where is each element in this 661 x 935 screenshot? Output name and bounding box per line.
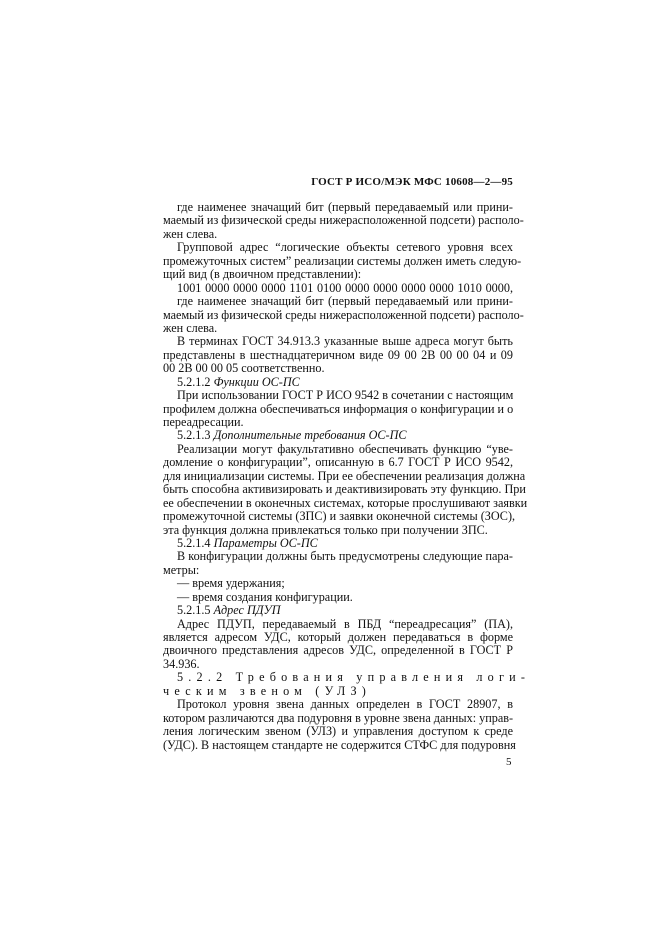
text-line bbox=[163, 564, 513, 577]
line-text: эта функция должна привлекаться только при получении ЗПС. bbox=[163, 522, 488, 537]
text-line bbox=[163, 644, 513, 657]
text-line bbox=[163, 495, 528, 510]
text-line bbox=[163, 524, 513, 537]
text-line bbox=[163, 349, 513, 362]
text-line bbox=[163, 282, 513, 295]
text-line bbox=[163, 389, 513, 402]
line-text: 00 2В 00 00 05 соответственно. bbox=[163, 361, 325, 376]
text-line bbox=[163, 228, 513, 241]
line-text: 5.2.1.2 bbox=[177, 374, 214, 389]
line-text: быть способна активизировать и деактивизировать эту функцию. При bbox=[163, 482, 526, 497]
text-line bbox=[163, 213, 524, 228]
section-heading bbox=[163, 376, 513, 389]
line-text: Адрес ПДУП, передаваемый в ПБД “переадресация” (ПА), bbox=[177, 616, 513, 631]
line-text: является адресом УДС, который должен передаваться в форме bbox=[163, 630, 513, 644]
line-text: Протокол уровня звена данных определен в ГОСТ 28907, в bbox=[177, 697, 513, 712]
text-line bbox=[163, 712, 513, 725]
section-heading bbox=[163, 604, 513, 617]
line-text: ее обеспечении в оконечных системах, которые прослушивают заявки bbox=[163, 495, 528, 510]
text-line bbox=[163, 737, 516, 752]
line-text: жен слева. bbox=[163, 226, 218, 241]
text-line bbox=[163, 362, 513, 375]
line-text: В терминах ГОСТ 34.913.3 указанные выше адреса могут быть bbox=[177, 334, 513, 349]
text-line bbox=[163, 658, 513, 671]
text-line bbox=[163, 631, 513, 644]
line-text: При использовании ГОСТ Р ИСО 9542 в сочетании с настоящим bbox=[177, 388, 514, 403]
line-text: представлены в шестнадцатеричном виде 09 00 2В 00 00 04 и 09 bbox=[163, 347, 513, 362]
text-line bbox=[163, 618, 513, 631]
text-line bbox=[163, 295, 513, 308]
line-text: 1001 0000 0000 0000 1101 0100 0000 0000 0000 0000 1010 0000, bbox=[177, 280, 513, 295]
line-text: промежуточной системы (ЗПС) и заявки оконечной системы (ЗОС), bbox=[163, 509, 516, 524]
text-line bbox=[163, 307, 524, 322]
line-text: — время удержания; bbox=[177, 576, 285, 591]
line-text: жен слева. bbox=[163, 320, 218, 335]
line-text: ления логическим звеном (УЛЗ) и управления доступом к среде bbox=[163, 724, 513, 739]
text-line bbox=[163, 322, 513, 335]
line-text: домление о конфигурации”, описанную в 6.7 ГОСТ Р ИСО 9542, bbox=[163, 455, 513, 470]
line-text: Групповой адрес “логические объекты сетевого уровня всех bbox=[177, 240, 513, 255]
line-text: переадресации. bbox=[163, 415, 244, 429]
text-line bbox=[163, 443, 513, 456]
line-text: В конфигурации должны быть предусмотрены следующие пара- bbox=[177, 549, 513, 564]
section-heading bbox=[163, 429, 513, 442]
text-line bbox=[163, 725, 513, 738]
text-line bbox=[163, 403, 513, 416]
text-line bbox=[163, 456, 513, 469]
line-text: 5.2.2 Требования управления логи- bbox=[177, 670, 531, 685]
page-number: 5 bbox=[506, 756, 512, 768]
text-line bbox=[163, 253, 522, 268]
text-line bbox=[163, 335, 513, 348]
text-line bbox=[163, 577, 513, 590]
text-line bbox=[163, 468, 526, 483]
section-title: Функции ОС-ПС bbox=[213, 374, 300, 389]
line-text: промежуточных систем” реализации системы должен иметь следую- bbox=[163, 253, 522, 268]
text-line bbox=[163, 268, 513, 281]
section-title: Адрес ПДУП bbox=[213, 603, 281, 618]
text-line bbox=[163, 698, 513, 711]
text-line bbox=[163, 670, 531, 685]
line-text: Реализации могут факультативно обеспечивать функцию “уве- bbox=[177, 441, 513, 456]
text-line bbox=[163, 591, 513, 604]
text-line bbox=[163, 482, 526, 497]
document-header: ГОСТ Р ИСО/МЭК МФС 10608—2—95 bbox=[311, 176, 513, 188]
line-text: маемый из физической среды нижерасположенной подсети) располо- bbox=[163, 213, 524, 228]
line-text: двоичного представления адресов УДС, определенной в ГОСТ Р bbox=[163, 643, 513, 658]
line-text: для инициализации системы. При ее обеспечении реализация должна bbox=[163, 468, 526, 483]
text-line bbox=[163, 550, 513, 563]
section-title: Дополнительные требования ОС-ПС bbox=[213, 428, 407, 443]
line-text: 5.2.1.3 bbox=[177, 428, 214, 443]
line-text: ческим звеном (УЛЗ) bbox=[163, 683, 372, 698]
line-text: котором различаются два подуровня в уровне звена данных: управ- bbox=[163, 710, 514, 725]
text-line bbox=[163, 685, 513, 698]
line-text: где наименее значащий бит (первый передаваемый или прини- bbox=[177, 200, 513, 214]
line-text: — время создания конфигурации. bbox=[177, 589, 353, 604]
line-text: где наименее значащий бит (первый передаваемый или прини- bbox=[177, 294, 513, 309]
line-text: 5.2.1.4 bbox=[177, 535, 214, 550]
line-text: 5.2.1.5 bbox=[177, 603, 214, 618]
line-text: (УДС). В настоящем стандарте не содержится СТФС для подуровня bbox=[163, 737, 516, 752]
line-text: профилем должна обеспечиваться информация о конфигурации и о bbox=[163, 401, 514, 416]
section-heading bbox=[163, 537, 513, 550]
text-line bbox=[163, 201, 513, 214]
text-line bbox=[163, 241, 513, 254]
document-body bbox=[163, 200, 531, 752]
line-text: щий вид (в двоичном представлении): bbox=[163, 267, 362, 282]
line-text: метры: bbox=[163, 562, 200, 577]
line-text: маемый из физической среды нижерасположенной подсети) располо- bbox=[163, 307, 524, 322]
text-line bbox=[163, 509, 516, 524]
section-title: Параметры ОС-ПС bbox=[213, 535, 318, 550]
text-line bbox=[163, 416, 513, 429]
line-text: 34.936. bbox=[163, 656, 200, 671]
